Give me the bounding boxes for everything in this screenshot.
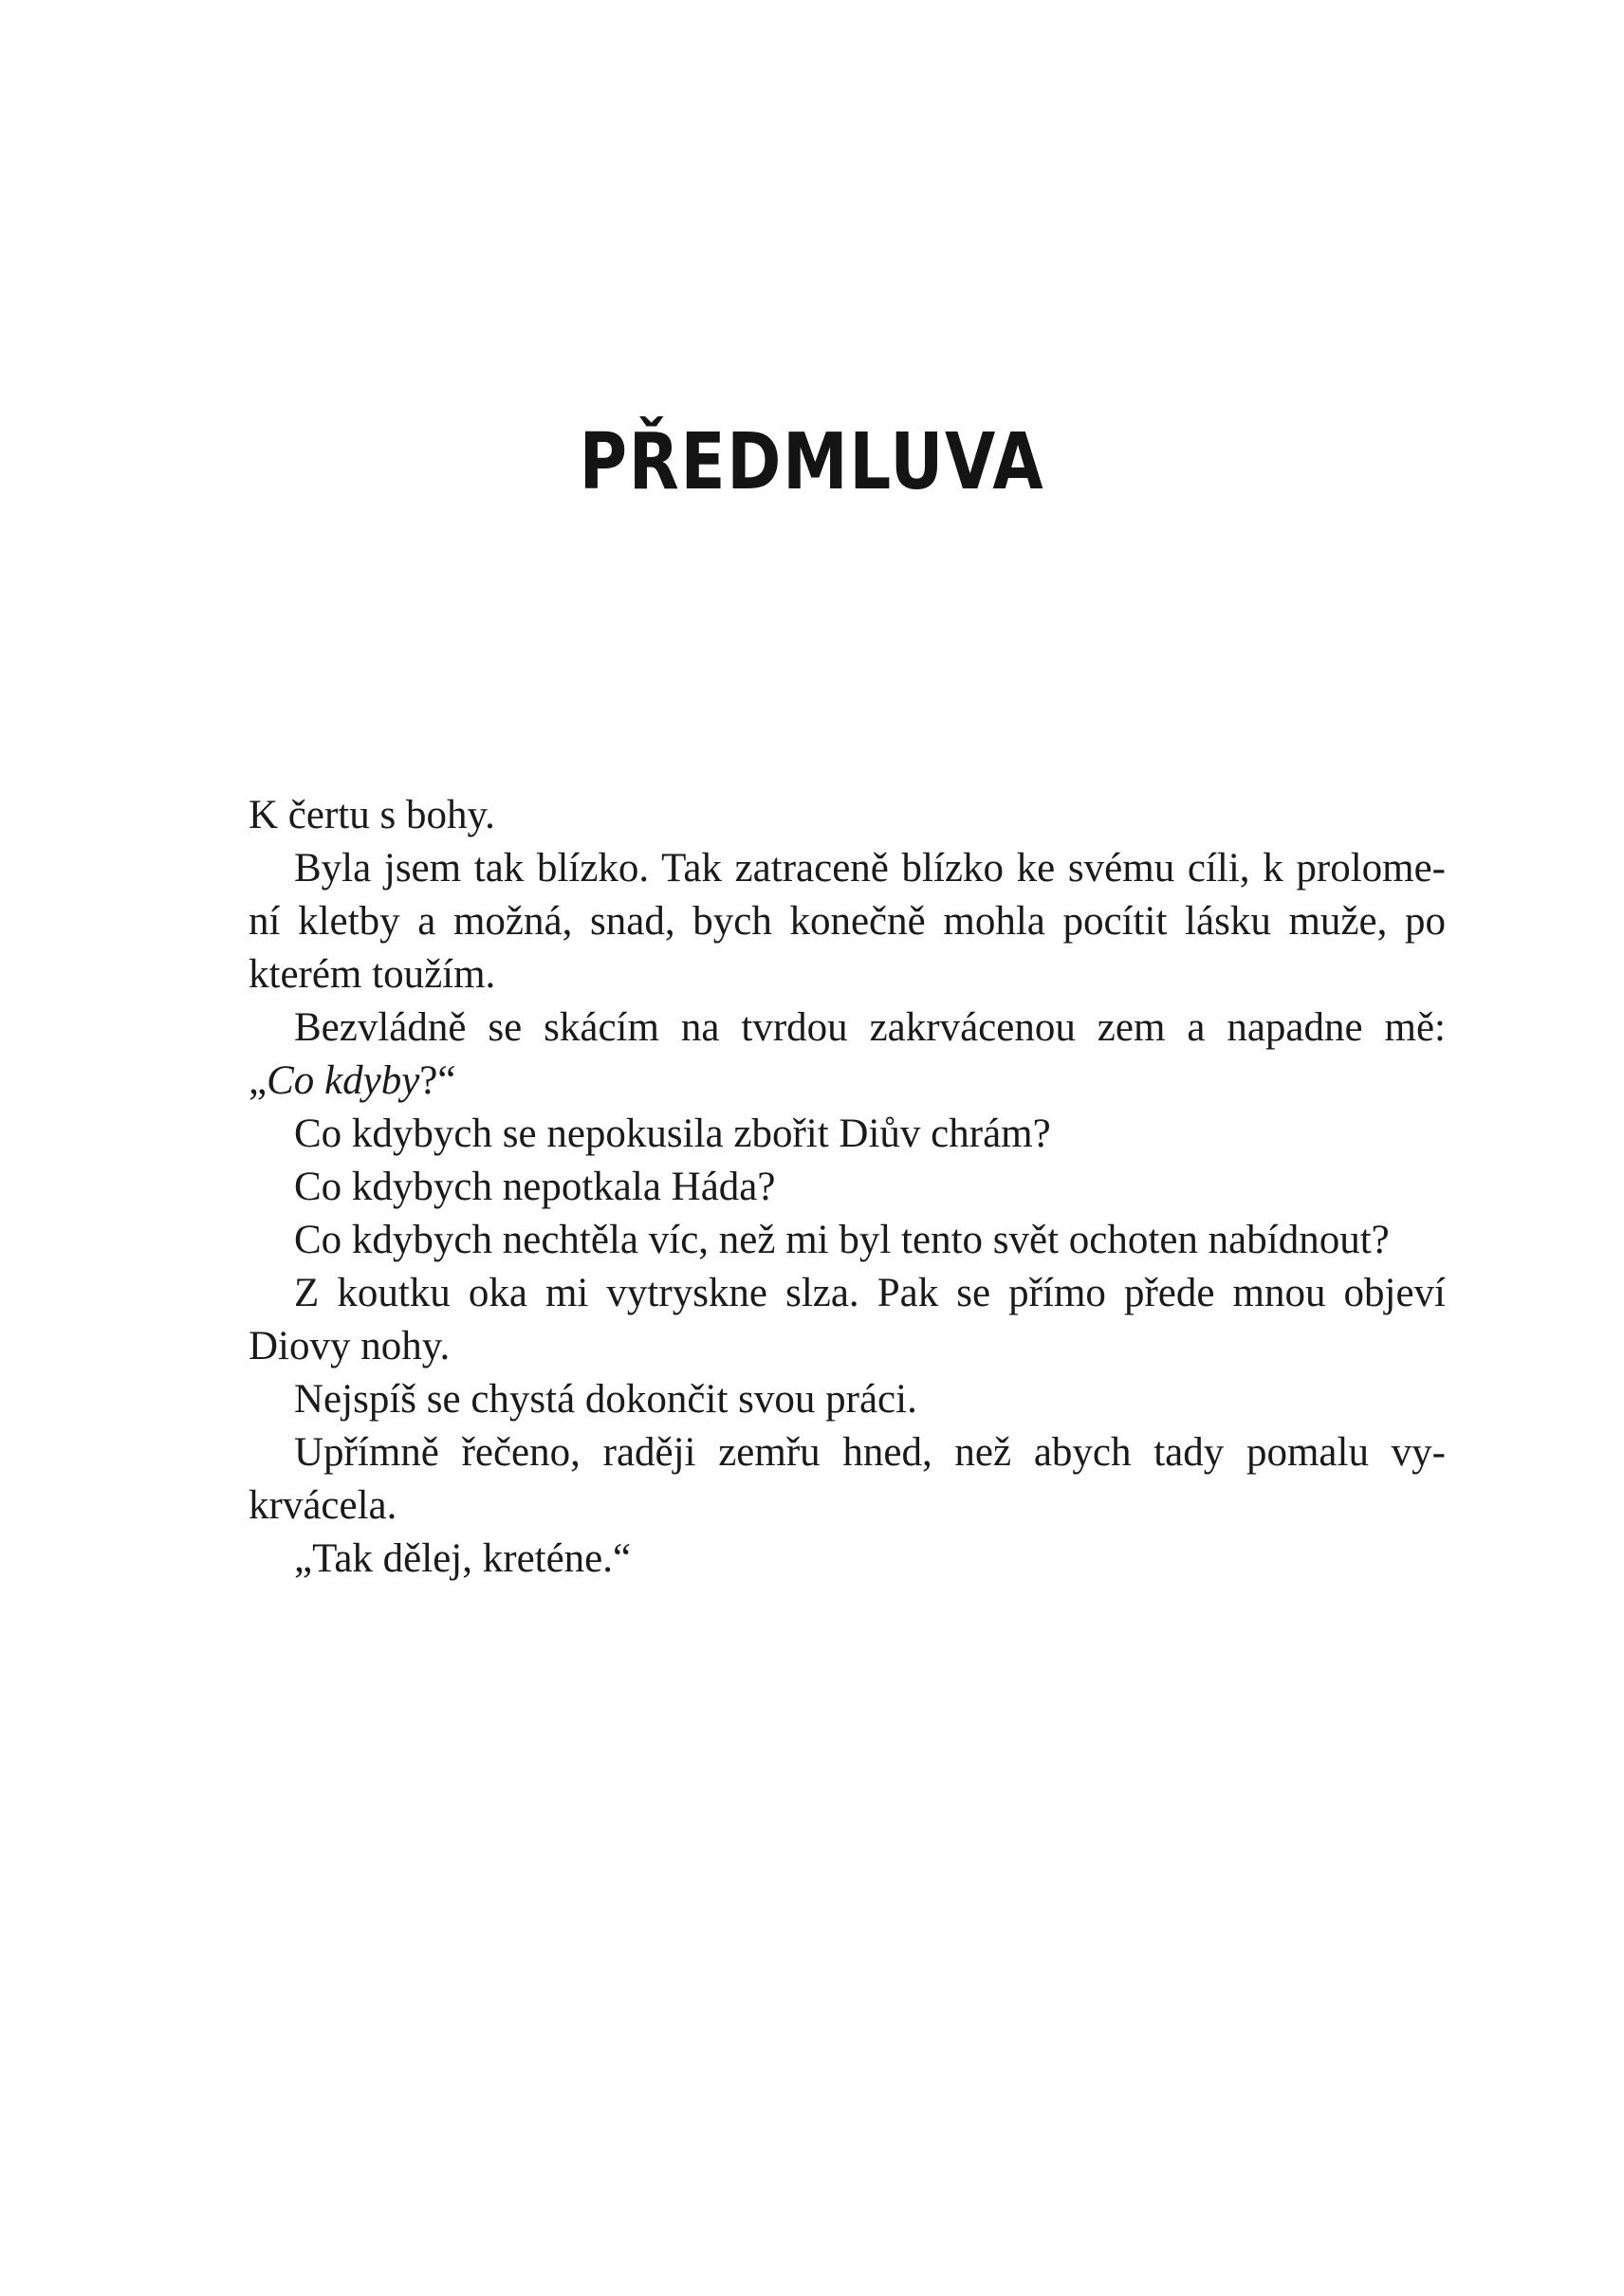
chapter-title: PŘEDMLUVA xyxy=(579,417,1045,507)
text-line-6 xyxy=(249,1055,1446,1108)
text-line-10: Z koutku oka mi vytryskne slza. Pak se přímo přede mnou objeví xyxy=(294,1271,1446,1315)
quote-open: „ xyxy=(249,1058,268,1103)
text-line-9: Co kdybych nechtěla víc, než mi byl tento svět ochoten nabídnout? xyxy=(294,1218,1390,1262)
text-line-7: Co kdybych se nepokusila zbořit Diův chrám? xyxy=(294,1111,1051,1156)
text-line-11: Diovy nohy. xyxy=(249,1324,451,1368)
text-line-13: Upřímně řečeno, raději zemřu hned, než abych tady pomalu vy- xyxy=(294,1430,1446,1475)
text-line-15: „Tak dělej, kreténe.“ xyxy=(294,1536,632,1581)
text-line-1: K čertu s bohy. xyxy=(249,793,495,837)
text-line-12: Nejspíš se chystá dokončit svou práci. xyxy=(294,1377,917,1422)
quote-close: ?“ xyxy=(419,1058,456,1103)
text-line-3: ní kletby a možná, snad, bych konečně mohla pocítit lásku muže, po xyxy=(249,899,1446,944)
text-line-2: Byla jsem tak blízko. Tak zatraceně blízko ke svému cíli, k prolome- xyxy=(294,846,1446,891)
text-line-8: Co kdybych nepotkala Háda? xyxy=(294,1165,776,1209)
italic-phrase: Co kdyby xyxy=(267,1058,420,1103)
text-line-5: Bezvládně se skácím na tvrdou zakrvácenou zem a napadne mě: xyxy=(294,1005,1446,1050)
text-line-14: krvácela. xyxy=(249,1483,397,1528)
body-text xyxy=(249,789,1446,1586)
text-line-4: kterém toužím. xyxy=(249,952,496,997)
